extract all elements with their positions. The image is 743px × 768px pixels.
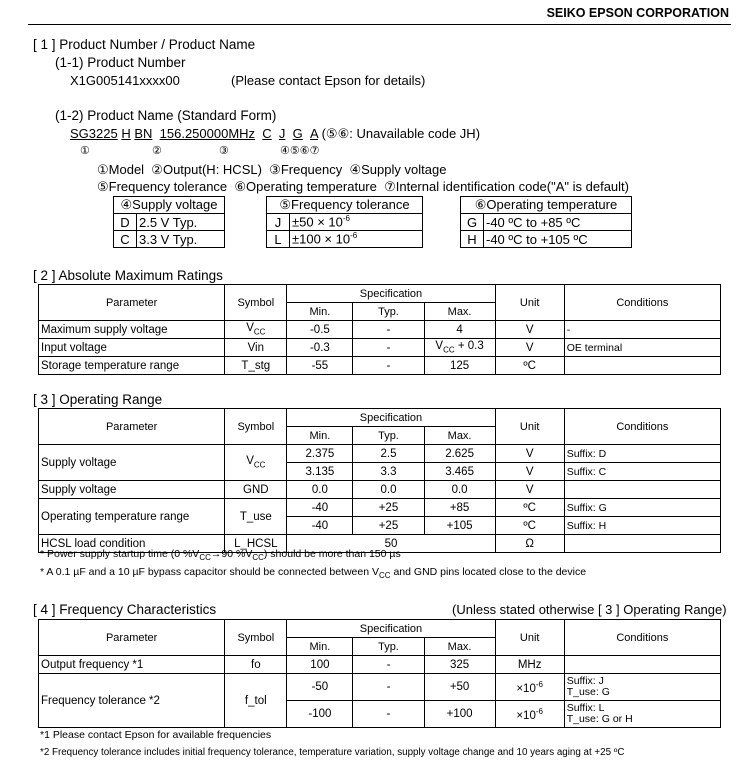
cell-max: 0.0 bbox=[424, 481, 495, 499]
absolute-max-ratings-table bbox=[38, 284, 721, 375]
operating-note-2 bbox=[40, 566, 586, 580]
cell-typ: 3.3 bbox=[353, 463, 424, 481]
cell-max: +50 bbox=[424, 674, 495, 701]
table-row bbox=[39, 481, 721, 499]
cell-symbol bbox=[225, 445, 287, 481]
product-number-note: (Please contact Epson for details) bbox=[231, 73, 426, 88]
tolerance-exp: -6 bbox=[342, 214, 350, 224]
company-name: SEIKO EPSON CORPORATION bbox=[546, 6, 729, 20]
tolerance-code-title: ⑤Frequency tolerance bbox=[267, 197, 423, 214]
cell-conditions bbox=[564, 481, 720, 499]
cell-conditions: Suffix: D bbox=[564, 445, 720, 463]
cell-unit: MHz bbox=[495, 656, 564, 674]
supply-code: D bbox=[114, 214, 137, 231]
legend-model: ①Model bbox=[97, 162, 145, 177]
header-specification: Specification bbox=[287, 620, 495, 638]
cell-max: +100 bbox=[424, 701, 495, 728]
section3-title: [ 3 ] Operating Range bbox=[33, 392, 163, 407]
cell-parameter: Input voltage bbox=[39, 339, 225, 357]
table-row bbox=[39, 674, 721, 701]
header-typ: Typ. bbox=[353, 303, 424, 321]
header-rule bbox=[28, 24, 731, 25]
name-part-tolerance: J bbox=[278, 126, 286, 141]
header-conditions: Conditions bbox=[564, 285, 720, 321]
legend-internal-id: ⑦Internal identification code("A" is default) bbox=[384, 179, 629, 194]
section1-title: [ 1 ] Product Number / Product Name bbox=[33, 37, 256, 52]
unit-exp: -6 bbox=[535, 679, 543, 689]
max-text: V bbox=[435, 340, 444, 353]
header-min: Min. bbox=[287, 303, 353, 321]
cell-min: -40 bbox=[287, 499, 353, 517]
tolerance-code: L bbox=[267, 231, 290, 248]
header-unit: Unit bbox=[495, 409, 564, 445]
header-symbol: Symbol bbox=[225, 409, 287, 445]
temp-code-title: ⑥Operating temperature bbox=[461, 197, 632, 214]
cell-unit: V bbox=[495, 321, 564, 339]
legend-output: ②Output(H: HCSL) bbox=[151, 162, 262, 177]
cell-min: 3.135 bbox=[287, 463, 353, 481]
cell-conditions: Suffix: G bbox=[564, 499, 720, 517]
note-text: and GND pins located close to the device bbox=[390, 566, 587, 578]
tolerance-exp: -6 bbox=[350, 231, 358, 241]
cell-symbol: fo bbox=[225, 656, 287, 674]
header-specification: Specification bbox=[287, 285, 495, 303]
cell-value: 50 bbox=[287, 535, 495, 553]
mark-1: ① bbox=[80, 145, 90, 157]
tolerance-code-value bbox=[290, 231, 423, 248]
cell-typ: - bbox=[353, 701, 424, 728]
cell-max: +105 bbox=[424, 517, 495, 535]
cell-conditions: Suffix: H bbox=[564, 517, 720, 535]
cell-unit bbox=[495, 701, 564, 728]
header-parameter: Parameter bbox=[39, 409, 225, 445]
cell-conditions bbox=[564, 674, 720, 701]
cell-conditions: OE terminal bbox=[564, 339, 720, 357]
cond-line: Suffix: L bbox=[566, 702, 605, 714]
cell-min: 0.0 bbox=[287, 481, 353, 499]
cell-unit: Ω bbox=[495, 535, 564, 553]
header-symbol: Symbol bbox=[225, 620, 287, 656]
frequency-note-1: *1 Please contact Epson for available frequencies bbox=[40, 729, 272, 741]
table-row bbox=[39, 445, 721, 463]
cell-unit: V bbox=[495, 445, 564, 463]
header-unit: Unit bbox=[495, 285, 564, 321]
symbol-sub: CC bbox=[253, 460, 266, 470]
supply-code-value: 2.5 V Typ. bbox=[137, 214, 225, 231]
section4-title: [ 4 ] Frequency Characteristics bbox=[33, 602, 217, 617]
cell-unit: ºC bbox=[495, 517, 564, 535]
cell-max: 3.465 bbox=[424, 463, 495, 481]
cell-min: -0.3 bbox=[287, 339, 353, 357]
product-number-title: (1-1) Product Number bbox=[55, 55, 186, 70]
cell-typ: - bbox=[353, 321, 424, 339]
tolerance-code-value bbox=[290, 214, 423, 231]
header-parameter: Parameter bbox=[39, 285, 225, 321]
header-max: Max. bbox=[424, 427, 495, 445]
cell-conditions bbox=[564, 656, 720, 674]
symbol-sub: CC bbox=[253, 327, 266, 337]
cell-symbol: T_use bbox=[225, 499, 287, 535]
note-text: * A 0.1 µF and a 10 µF bypass capacitor should be connected between V bbox=[40, 566, 379, 578]
cond-line: T_use: G bbox=[566, 686, 610, 698]
header-max: Max. bbox=[424, 638, 495, 656]
note-text: →90 %V bbox=[210, 548, 253, 560]
cell-typ: 0.0 bbox=[353, 481, 424, 499]
product-name-form bbox=[70, 126, 480, 142]
supply-voltage-code-table bbox=[113, 196, 225, 248]
legend-line-2 bbox=[97, 179, 629, 195]
header-max: Max. bbox=[424, 303, 495, 321]
cond-line: T_use: G or H bbox=[566, 713, 633, 725]
header-symbol: Symbol bbox=[225, 285, 287, 321]
name-part-bn: BN bbox=[134, 126, 153, 141]
symbol-text: V bbox=[246, 455, 254, 468]
cell-min: -100 bbox=[287, 701, 353, 728]
cell-max: 325 bbox=[424, 656, 495, 674]
cell-unit: V bbox=[495, 481, 564, 499]
unit-text: ×10 bbox=[516, 682, 536, 695]
cell-min: 2.375 bbox=[287, 445, 353, 463]
frequency-note-2: *2 Frequency tolerance includes initial frequency tolerance, temperature variation, supply voltage change and 10 years aging at +25 ºC bbox=[40, 747, 625, 758]
cell-parameter: Maximum supply voltage bbox=[39, 321, 225, 339]
table-row bbox=[39, 357, 721, 375]
cell-typ: 2.5 bbox=[353, 445, 424, 463]
cell-max bbox=[424, 339, 495, 357]
cell-parameter: Storage temperature range bbox=[39, 357, 225, 375]
cell-unit: V bbox=[495, 339, 564, 357]
max-tail: + 0.3 bbox=[454, 340, 484, 353]
cell-conditions bbox=[564, 701, 720, 728]
cell-min: -0.5 bbox=[287, 321, 353, 339]
header-unit: Unit bbox=[495, 620, 564, 656]
header-conditions: Conditions bbox=[564, 620, 720, 656]
temp-code-value: -40 ºC to +85 ºC bbox=[484, 214, 632, 231]
note-sub: CC bbox=[199, 553, 211, 563]
cell-symbol: T_stg bbox=[225, 357, 287, 375]
header-typ: Typ. bbox=[353, 427, 424, 445]
header-conditions: Conditions bbox=[564, 409, 720, 445]
name-suffix-note: (⑤⑥: Unavailable code JH) bbox=[321, 126, 481, 141]
supply-code: C bbox=[114, 231, 137, 248]
temperature-code-table bbox=[460, 196, 632, 248]
name-part-frequency: 156.250000MHz bbox=[159, 126, 256, 141]
section2-title: [ 2 ] Absolute Maximum Ratings bbox=[33, 268, 223, 283]
product-name-title: (1-2) Product Name (Standard Form) bbox=[55, 108, 277, 123]
legend-voltage: ④Supply voltage bbox=[349, 162, 447, 177]
cell-min: 100 bbox=[287, 656, 353, 674]
cell-typ: - bbox=[353, 339, 424, 357]
cell-conditions bbox=[564, 535, 720, 553]
table-row bbox=[39, 339, 721, 357]
cell-unit bbox=[495, 674, 564, 701]
table-row bbox=[39, 656, 721, 674]
note-sub: CC bbox=[252, 553, 264, 563]
cell-typ: +25 bbox=[353, 517, 424, 535]
tolerance-code: J bbox=[267, 214, 290, 231]
frequency-characteristics-table bbox=[38, 619, 721, 728]
supply-code-value: 3.3 V Typ. bbox=[137, 231, 225, 248]
name-part-id: A bbox=[310, 126, 318, 141]
unit-text: ×10 bbox=[516, 709, 536, 722]
cell-parameter: Frequency tolerance *2 bbox=[39, 674, 225, 728]
cell-symbol bbox=[225, 321, 287, 339]
cell-unit: ºC bbox=[495, 357, 564, 375]
cell-unit: ºC bbox=[495, 499, 564, 517]
name-part-voltage: C bbox=[262, 126, 272, 141]
cell-parameter: Supply voltage bbox=[39, 481, 225, 499]
temp-code-value: -40 ºC to +105 ºC bbox=[484, 231, 632, 248]
cell-conditions: - bbox=[564, 321, 720, 339]
header-typ: Typ. bbox=[353, 638, 424, 656]
cell-min: -50 bbox=[287, 674, 353, 701]
mark-4-7: ④⑤⑥⑦ bbox=[280, 145, 320, 157]
name-part-temp: G bbox=[292, 126, 303, 141]
temp-code: G bbox=[461, 214, 484, 231]
cell-max: 4 bbox=[424, 321, 495, 339]
note-sub: CC bbox=[378, 571, 391, 581]
cell-min: -55 bbox=[287, 357, 353, 375]
cell-symbol: Vin bbox=[225, 339, 287, 357]
tolerance-value-text: ±100 × 10 bbox=[292, 231, 351, 247]
cell-parameter: Supply voltage bbox=[39, 445, 225, 481]
header-min: Min. bbox=[287, 427, 353, 445]
name-part-output: H bbox=[121, 126, 131, 141]
legend-line-1 bbox=[97, 162, 446, 178]
symbol-text: V bbox=[246, 322, 254, 335]
section4-condition-note: (Unless stated otherwise [ 3 ] Operating Range) bbox=[452, 602, 727, 617]
table-row bbox=[39, 321, 721, 339]
cell-parameter: HCSL load condition bbox=[39, 535, 225, 553]
cell-symbol: GND bbox=[225, 481, 287, 499]
cell-conditions bbox=[564, 357, 720, 375]
cell-symbol: f_tol bbox=[225, 674, 287, 728]
cell-max: 125 bbox=[424, 357, 495, 375]
cell-max: 2.625 bbox=[424, 445, 495, 463]
supply-code-title: ④Supply voltage bbox=[114, 197, 225, 214]
unit-exp: -6 bbox=[535, 706, 543, 716]
header-min: Min. bbox=[287, 638, 353, 656]
legend-tolerance: ⑤Frequency tolerance bbox=[97, 179, 228, 194]
note-text: ) should be more than 150 µs bbox=[263, 548, 401, 560]
cell-parameter: Operating temperature range bbox=[39, 499, 225, 535]
cell-typ: - bbox=[353, 656, 424, 674]
header-specification: Specification bbox=[287, 409, 495, 427]
cell-typ: - bbox=[353, 674, 424, 701]
cond-line: Suffix: J bbox=[566, 675, 604, 687]
operating-range-table bbox=[38, 408, 721, 553]
mark-3: ③ bbox=[219, 145, 229, 157]
note-text: * Power supply startup time (0 %V bbox=[40, 548, 200, 560]
cell-max: +85 bbox=[424, 499, 495, 517]
cell-symbol: L_HCSL bbox=[225, 535, 287, 553]
cell-min: -40 bbox=[287, 517, 353, 535]
tolerance-code-table bbox=[266, 196, 423, 248]
cell-conditions: Suffix: C bbox=[564, 463, 720, 481]
cell-unit: V bbox=[495, 463, 564, 481]
table-row bbox=[39, 499, 721, 517]
header-parameter: Parameter bbox=[39, 620, 225, 656]
tolerance-value-text: ±50 × 10 bbox=[292, 214, 343, 230]
mark-2: ② bbox=[152, 145, 162, 157]
legend-frequency: ③Frequency bbox=[269, 162, 343, 177]
product-number-value: X1G005141xxxx00 bbox=[70, 73, 180, 88]
cell-typ: +25 bbox=[353, 499, 424, 517]
name-part-model: SG3225 bbox=[70, 126, 118, 141]
cell-parameter: Output frequency *1 bbox=[39, 656, 225, 674]
temp-code: H bbox=[461, 231, 484, 248]
operating-note-1 bbox=[40, 548, 401, 562]
max-sub: CC bbox=[443, 345, 455, 355]
cell-typ: - bbox=[353, 357, 424, 375]
legend-temperature: ⑥Operating temperature bbox=[234, 179, 377, 194]
